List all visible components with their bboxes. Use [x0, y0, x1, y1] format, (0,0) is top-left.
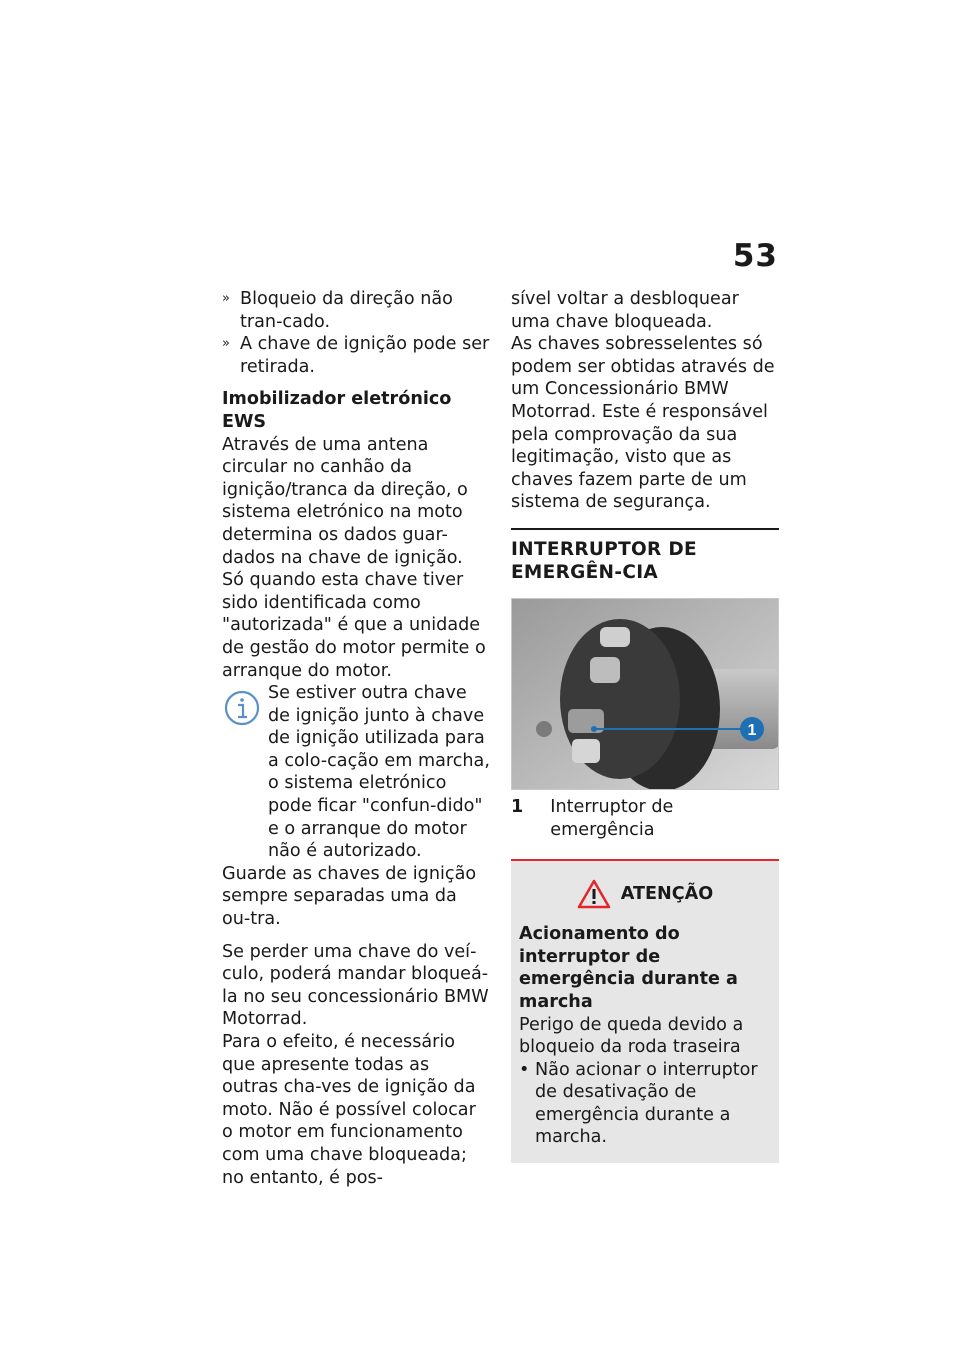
warning-triangle-icon [577, 879, 611, 909]
warning-label: ATENÇÃO [620, 883, 714, 904]
list-item [519, 1059, 771, 1149]
warning-title: Acionamento do interruptor de emergência durante a marcha [519, 924, 738, 1012]
right-column [511, 288, 779, 1163]
handlebar-switch-illustration [512, 599, 779, 790]
caption-text: Interruptor de emergência [550, 796, 674, 840]
switch-figure [511, 598, 779, 790]
spare-keys-paragraph: As chaves sobresselentes só podem ser obtidas através de um Concessionário BMW Motorrad. Este é responsável pela comprovação da sua legitimação, visto que as chaves fazem parte de um sistema de segurança. [511, 334, 775, 513]
warning-bullet: Não acionar o interruptor de desativação de emergência durante a marcha. [535, 1059, 758, 1148]
lost-key-paragraph: Se perder uma chave do veí-culo, poderá mandar bloqueá-la no seu concessionário BMW Motorrad. [222, 941, 489, 1030]
procedure-paragraph: Para o efeito, é necessário que apresente todas as outras cha-ves de ignição da moto. Não é possível colocar o motor em funcionamento com uma chave bloqueada; no entanto, é pos- [222, 1032, 476, 1188]
list-item [222, 333, 490, 378]
ews-heading: Imobilizador eletrónico EWS [222, 389, 452, 432]
keep-keys-paragraph: Guarde as chaves de ignição sempre separadas uma da ou-tra. [222, 863, 477, 930]
bullet-text: Bloqueio da direção não tran-cado. [240, 289, 453, 332]
caption-number: 1 [511, 796, 524, 817]
info-icon [222, 688, 262, 728]
continuation-paragraph: sível voltar a desbloquear uma chave bloqueada. [511, 289, 739, 332]
section-title: INTERRUPTOR DE EMERGÊN-CIA [511, 538, 697, 583]
bullet-dot-icon: • [519, 1059, 530, 1080]
warning-box [511, 859, 779, 1163]
info-note [222, 682, 490, 863]
figure-callout: 1 [747, 721, 757, 739]
page-number: 53 [732, 238, 778, 274]
warning-header [519, 879, 771, 909]
list-item [222, 288, 490, 333]
bullet-text: A chave de ignição pode ser retirada. [240, 334, 490, 377]
section-divider [511, 528, 779, 530]
double-chevron-right-icon: » [222, 291, 230, 306]
figure-caption [511, 796, 779, 841]
ews-paragraph: Através de uma antena circular no canhão da ignição/tranca da direção, o sistema eletrónico na moto determina os dados guar-dados na chave de ignição. Só quando esta chave tiver sido identificada como "autorizada" é que a unidade de gestão do motor permite o arranque do motor. [222, 434, 486, 681]
double-chevron-right-icon: » [222, 336, 230, 352]
left-column [222, 288, 490, 1189]
info-text: Se estiver outra chave de ignição junto à chave de ignição utilizada para a colo-cação em marcha, o sistema eletrónico pode ficar "confun-dido" e o arranque do motor não é autorizado. [268, 683, 490, 862]
warning-risk: Perigo de queda devido a bloqueio da roda traseira [519, 1014, 744, 1058]
